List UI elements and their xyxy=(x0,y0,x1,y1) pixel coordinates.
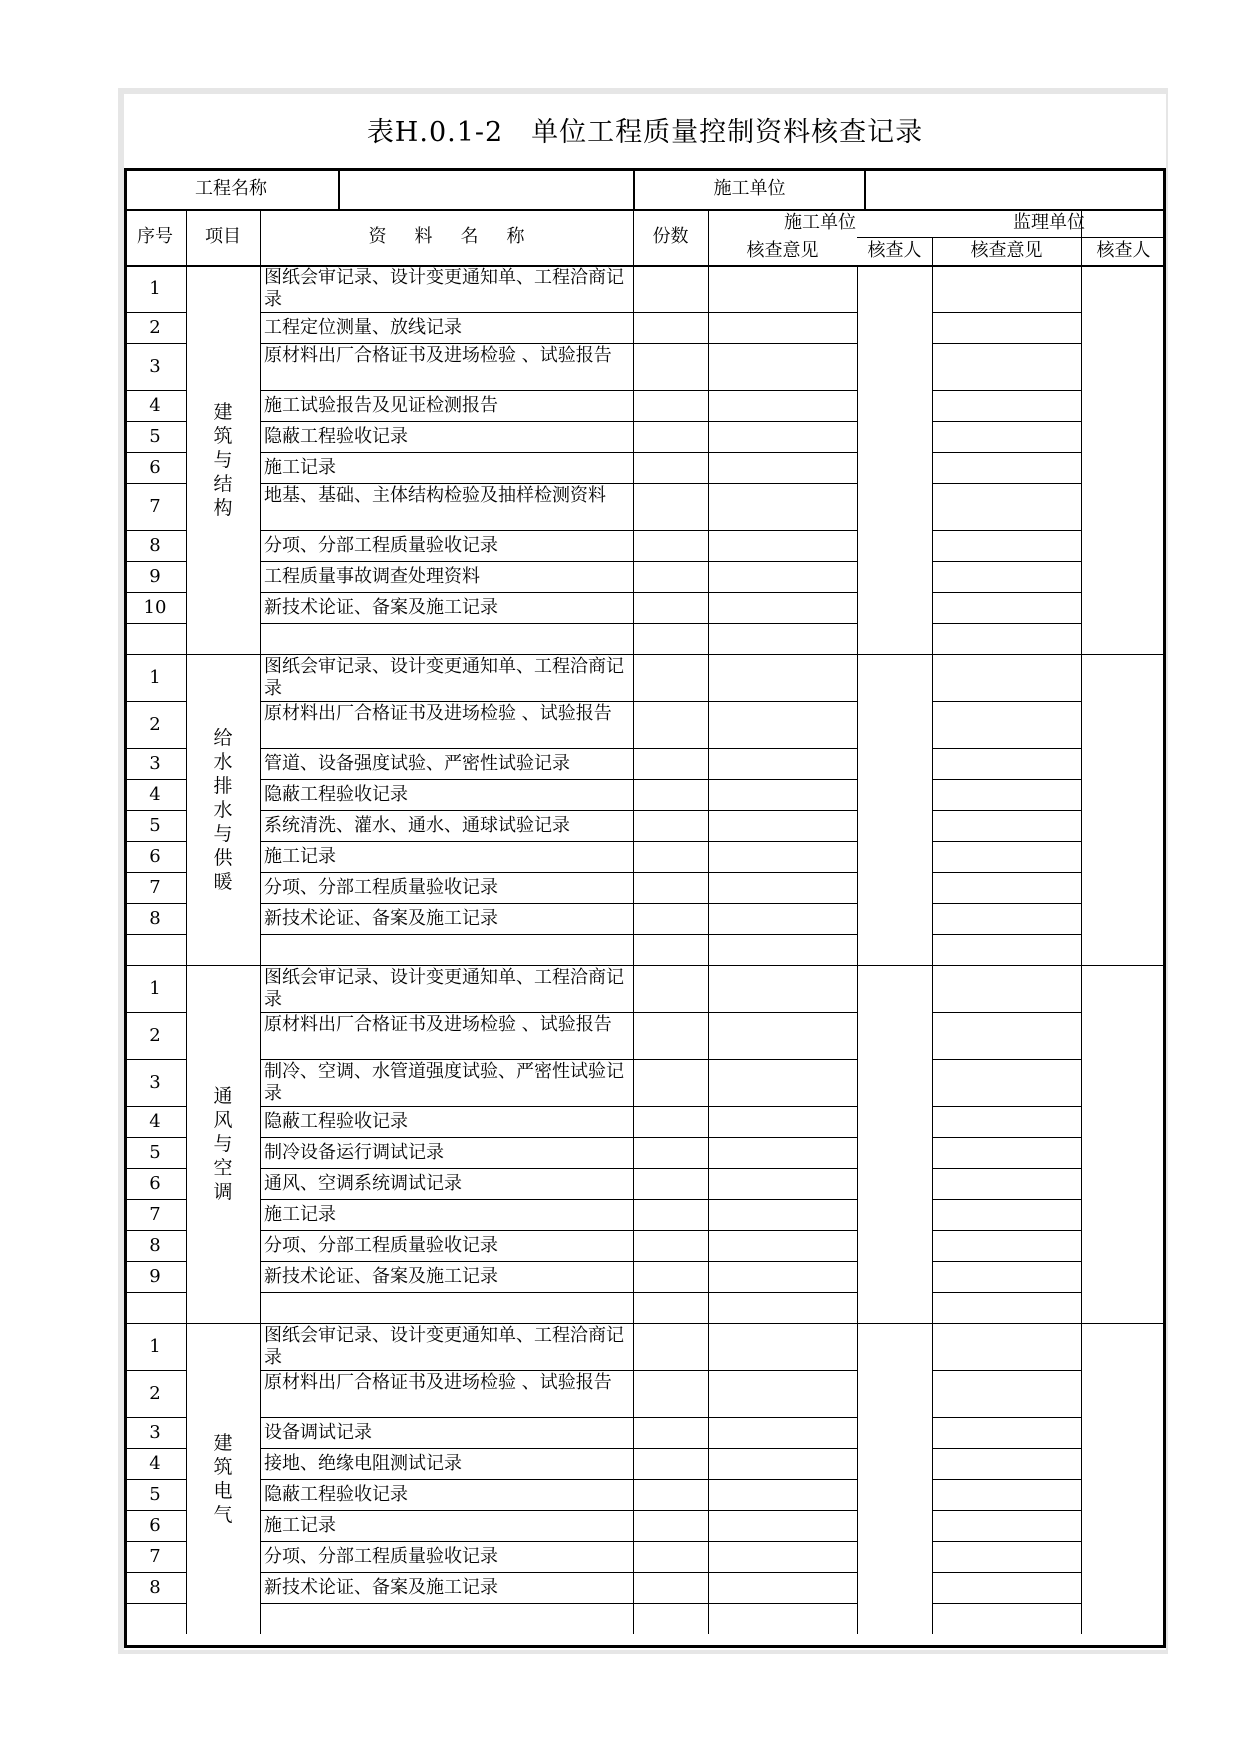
copies-field[interactable] xyxy=(633,1012,708,1059)
document-name: 制冷、空调、水管道强度试验、严密性试验记录 xyxy=(264,1061,624,1104)
document-name: 原材料出厂合格证书及进场检验 、试验报告 xyxy=(264,1372,612,1393)
copies-field[interactable] xyxy=(633,872,708,903)
column-supervision-unit: 监理单位 xyxy=(1013,212,1085,233)
document-name: 分项、分部工程质量验收记录 xyxy=(264,1546,498,1567)
construction-checker-field[interactable] xyxy=(857,965,932,1323)
row-number: 5 xyxy=(149,814,161,836)
copies-field[interactable] xyxy=(633,390,708,421)
construction-opinion-field[interactable] xyxy=(708,390,857,421)
row-number: 2 xyxy=(149,713,161,735)
project-name-label: 工程名称 xyxy=(195,177,267,199)
construction-opinion-field[interactable] xyxy=(708,1479,857,1510)
document-name: 隐蔽工程验收记录 xyxy=(264,426,408,447)
document-name: 隐蔽工程验收记录 xyxy=(264,784,408,805)
construction-checker-field[interactable] xyxy=(857,654,932,965)
construction-opinion-field[interactable] xyxy=(708,1323,857,1370)
supervision-opinion-field[interactable] xyxy=(932,1479,1081,1510)
document-name xyxy=(260,1603,633,1634)
document-name: 新技术论证、备案及施工记录 xyxy=(264,908,498,929)
construction-opinion-field[interactable] xyxy=(708,265,857,312)
row-number: 3 xyxy=(149,1071,161,1093)
construction-opinion-field[interactable] xyxy=(708,1292,857,1323)
document-name: 分项、分部工程质量验收记录 xyxy=(264,877,498,898)
supervision-opinion-field[interactable] xyxy=(932,1137,1081,1168)
row-number: 1 xyxy=(149,1335,161,1357)
supervision-checker-field[interactable] xyxy=(1081,265,1166,654)
section-item-name: 建 筑 电 气 xyxy=(213,1431,233,1526)
copies-field[interactable] xyxy=(633,654,708,701)
construction-opinion-field[interactable] xyxy=(708,1106,857,1137)
document-name: 管道、设备强度试验、严密性试验记录 xyxy=(264,753,570,774)
column-line xyxy=(932,265,933,654)
inspection-form xyxy=(124,94,1166,1650)
document-name: 图纸会审记录、设计变更通知单、工程洽商记录 xyxy=(264,267,624,310)
copies-field[interactable] xyxy=(633,483,708,530)
supervision-opinion-field[interactable] xyxy=(932,452,1081,483)
construction-opinion-field[interactable] xyxy=(708,903,857,934)
row-number: 6 xyxy=(149,845,161,867)
construction-opinion-field[interactable] xyxy=(708,748,857,779)
column-line xyxy=(260,965,261,1323)
document-name: 地基、基础、主体结构检验及抽样检测资料 xyxy=(264,485,606,506)
row-number: 6 xyxy=(149,1514,161,1536)
document-name: 分项、分部工程质量验收记录 xyxy=(264,535,498,556)
row-number: 5 xyxy=(149,425,161,447)
copies-field[interactable] xyxy=(633,1541,708,1572)
column-document-name: 资料名称 xyxy=(368,226,553,247)
construction-opinion-field[interactable] xyxy=(708,1012,857,1059)
copies-field[interactable] xyxy=(633,1417,708,1448)
construction-opinion-field[interactable] xyxy=(708,1261,857,1292)
supervision-opinion-field[interactable] xyxy=(932,1603,1081,1634)
row-number: 9 xyxy=(149,565,161,587)
row-number: 8 xyxy=(149,907,161,929)
row-number: 7 xyxy=(149,1203,161,1225)
row-number: 7 xyxy=(149,1545,161,1567)
construction-opinion-field[interactable] xyxy=(708,810,857,841)
column-line xyxy=(708,1323,709,1634)
construction-opinion-field[interactable] xyxy=(708,1199,857,1230)
construction-opinion-field[interactable] xyxy=(708,1448,857,1479)
supervision-opinion-field[interactable] xyxy=(932,421,1081,452)
supervision-opinion-field[interactable] xyxy=(932,390,1081,421)
construction-opinion-field[interactable] xyxy=(708,1137,857,1168)
supervision-opinion-field[interactable] xyxy=(932,701,1081,748)
supervision-opinion-field[interactable] xyxy=(932,483,1081,530)
supervision-opinion-field[interactable] xyxy=(932,1106,1081,1137)
document-name: 系统清洗、灌水、通水、通球试验记录 xyxy=(264,815,570,836)
construction-opinion-field[interactable] xyxy=(708,934,857,965)
row-number: 1 xyxy=(149,277,161,299)
row-number: 4 xyxy=(149,1452,161,1474)
document-name xyxy=(260,1292,633,1323)
row-number: 10 xyxy=(143,596,167,618)
copies-field[interactable] xyxy=(633,1059,708,1106)
copies-field[interactable] xyxy=(633,841,708,872)
copies-field[interactable] xyxy=(633,1137,708,1168)
construction-opinion-field[interactable] xyxy=(708,1370,857,1417)
column-line xyxy=(260,265,261,654)
row-number: 4 xyxy=(149,394,161,416)
supervision-opinion-field[interactable] xyxy=(932,1261,1081,1292)
supervision-opinion-field[interactable] xyxy=(932,312,1081,343)
row-number: 4 xyxy=(149,1110,161,1132)
document-name: 接地、绝缘电阻测试记录 xyxy=(264,1453,462,1474)
column-construction-unit: 施工单位 xyxy=(784,212,856,233)
document-name xyxy=(260,934,633,965)
document-name: 隐蔽工程验收记录 xyxy=(264,1484,408,1505)
construction-checker-field[interactable] xyxy=(857,1323,932,1634)
copies-field[interactable] xyxy=(633,779,708,810)
supervision-opinion-field[interactable] xyxy=(932,623,1081,654)
row-number: 1 xyxy=(149,977,161,999)
column-item: 项目 xyxy=(205,226,241,247)
row-number: 7 xyxy=(149,495,161,517)
copies-field[interactable] xyxy=(633,748,708,779)
copies-field[interactable] xyxy=(633,1572,708,1603)
copies-field[interactable] xyxy=(633,530,708,561)
construction-opinion-field[interactable] xyxy=(708,654,857,701)
row-number: 7 xyxy=(149,876,161,898)
column-line xyxy=(932,654,933,965)
supervision-opinion-field[interactable] xyxy=(932,1417,1081,1448)
copies-field[interactable] xyxy=(633,1323,708,1370)
column-construction-checker: 核查人 xyxy=(867,240,922,261)
column-supervision-opinion: 核查意见 xyxy=(970,240,1043,261)
supervision-opinion-field[interactable] xyxy=(932,872,1081,903)
copies-field[interactable] xyxy=(633,903,708,934)
copies-field[interactable] xyxy=(633,810,708,841)
copies-field[interactable] xyxy=(633,1106,708,1137)
construction-opinion-field[interactable] xyxy=(708,872,857,903)
copies-field[interactable] xyxy=(633,1261,708,1292)
supervision-opinion-field[interactable] xyxy=(932,265,1081,312)
supervision-opinion-field[interactable] xyxy=(932,1448,1081,1479)
construction-opinion-field[interactable] xyxy=(708,592,857,623)
document-name: 通风、空调系统调试记录 xyxy=(264,1173,462,1194)
row-number: 2 xyxy=(149,1024,161,1046)
supervision-opinion-field[interactable] xyxy=(932,654,1081,701)
row-number: 8 xyxy=(149,1576,161,1598)
document-name: 施工记录 xyxy=(264,1515,336,1536)
supervision-opinion-field[interactable] xyxy=(932,810,1081,841)
construction-opinion-field[interactable] xyxy=(708,312,857,343)
construction-opinion-field[interactable] xyxy=(708,452,857,483)
construction-opinion-field[interactable] xyxy=(708,841,857,872)
supervision-opinion-field[interactable] xyxy=(932,903,1081,934)
document-name: 施工记录 xyxy=(264,1204,336,1225)
column-supervision-checker: 核查人 xyxy=(1096,240,1151,261)
column-line xyxy=(633,965,634,1323)
document-name: 制冷设备运行调试记录 xyxy=(264,1142,444,1163)
construction-opinion-field[interactable] xyxy=(708,1510,857,1541)
construction-opinion-field[interactable] xyxy=(708,779,857,810)
row-number: 3 xyxy=(149,1421,161,1443)
column-line xyxy=(633,654,634,965)
copies-field[interactable] xyxy=(633,1199,708,1230)
copies-field[interactable] xyxy=(633,1448,708,1479)
document-name: 隐蔽工程验收记录 xyxy=(264,1111,408,1132)
construction-opinion-field[interactable] xyxy=(708,343,857,390)
construction-opinion-field[interactable] xyxy=(708,1059,857,1106)
copies-field[interactable] xyxy=(633,965,708,1012)
construction-opinion-field[interactable] xyxy=(708,1168,857,1199)
copies-field[interactable] xyxy=(633,701,708,748)
supervision-opinion-field[interactable] xyxy=(932,965,1081,1012)
document-name: 施工试验报告及见证检测报告 xyxy=(264,395,498,416)
row-number: 1 xyxy=(149,666,161,688)
document-name: 原材料出厂合格证书及进场检验 、试验报告 xyxy=(264,1014,612,1035)
copies-field[interactable] xyxy=(633,1479,708,1510)
column-line xyxy=(708,654,709,965)
construction-opinion-field[interactable] xyxy=(708,1572,857,1603)
copies-field[interactable] xyxy=(633,1603,708,1634)
row-number: 5 xyxy=(149,1483,161,1505)
document-name: 新技术论证、备案及施工记录 xyxy=(264,1577,498,1598)
supervision-opinion-field[interactable] xyxy=(932,779,1081,810)
copies-field[interactable] xyxy=(633,934,708,965)
document-name: 设备调试记录 xyxy=(264,1422,372,1443)
document-name: 施工记录 xyxy=(264,457,336,478)
copies-field[interactable] xyxy=(633,561,708,592)
document-name: 原材料出厂合格证书及进场检验 、试验报告 xyxy=(264,703,612,724)
construction-opinion-field[interactable] xyxy=(708,530,857,561)
supervision-opinion-field[interactable] xyxy=(932,1572,1081,1603)
row-number: 9 xyxy=(149,1265,161,1287)
supervision-opinion-field[interactable] xyxy=(932,1059,1081,1106)
document-name: 图纸会审记录、设计变更通知单、工程洽商记录 xyxy=(264,1325,624,1368)
construction-checker-field[interactable] xyxy=(857,265,932,654)
copies-field[interactable] xyxy=(633,312,708,343)
column-line xyxy=(260,654,261,965)
copies-field[interactable] xyxy=(633,421,708,452)
document-name: 图纸会审记录、设计变更通知单、工程洽商记录 xyxy=(264,656,624,699)
construction-opinion-field[interactable] xyxy=(708,1417,857,1448)
supervision-opinion-field[interactable] xyxy=(932,1541,1081,1572)
form-title: 表H.0.1-2 单位工程质量控制资料核查记录 xyxy=(366,117,924,148)
supervision-opinion-field[interactable] xyxy=(932,748,1081,779)
section-item-name: 通 风 与 空 调 xyxy=(213,1085,233,1203)
construction-opinion-field[interactable] xyxy=(708,1541,857,1572)
supervision-opinion-field[interactable] xyxy=(932,1323,1081,1370)
copies-field[interactable] xyxy=(633,1230,708,1261)
copies-field[interactable] xyxy=(633,1370,708,1417)
document-name: 图纸会审记录、设计变更通知单、工程洽商记录 xyxy=(264,967,624,1010)
supervision-opinion-field[interactable] xyxy=(932,1230,1081,1261)
document-name: 新技术论证、备案及施工记录 xyxy=(264,1266,498,1287)
document-name: 施工记录 xyxy=(264,846,336,867)
row-number: 6 xyxy=(149,456,161,478)
supervision-opinion-field[interactable] xyxy=(932,1012,1081,1059)
supervision-checker-field[interactable] xyxy=(1081,1323,1166,1634)
supervision-opinion-field[interactable] xyxy=(932,1510,1081,1541)
supervision-checker-field[interactable] xyxy=(1081,965,1166,1323)
document-name: 分项、分部工程质量验收记录 xyxy=(264,1235,498,1256)
project-name-field[interactable] xyxy=(340,168,633,209)
construction-opinion-field[interactable] xyxy=(708,965,857,1012)
construction-opinion-field[interactable] xyxy=(708,1230,857,1261)
column-no: 序号 xyxy=(137,226,173,247)
construction-unit-label: 施工单位 xyxy=(713,177,786,199)
copies-field[interactable] xyxy=(633,1168,708,1199)
column-line xyxy=(708,265,709,654)
inspection-table xyxy=(124,168,1166,1650)
supervision-opinion-field[interactable] xyxy=(932,343,1081,390)
row-number: 8 xyxy=(149,1234,161,1256)
row-number xyxy=(124,623,186,654)
row-number: 2 xyxy=(149,1382,161,1404)
document-name xyxy=(260,623,633,654)
document-name: 新技术论证、备案及施工记录 xyxy=(264,597,498,618)
row-number: 5 xyxy=(149,1141,161,1163)
supervision-opinion-field[interactable] xyxy=(932,1168,1081,1199)
row-number: 2 xyxy=(149,316,161,338)
row-number: 6 xyxy=(149,1172,161,1194)
supervision-opinion-field[interactable] xyxy=(932,1292,1081,1323)
supervision-opinion-field[interactable] xyxy=(932,841,1081,872)
row-number xyxy=(124,1292,186,1323)
supervision-opinion-field[interactable] xyxy=(932,561,1081,592)
supervision-opinion-field[interactable] xyxy=(932,1370,1081,1417)
copies-field[interactable] xyxy=(633,623,708,654)
column-line xyxy=(633,265,634,654)
column-line xyxy=(932,965,933,1323)
document-name: 工程质量事故调查处理资料 xyxy=(264,566,480,587)
column-construction-opinion: 核查意见 xyxy=(746,240,819,261)
construction-opinion-field[interactable] xyxy=(708,623,857,654)
copies-field[interactable] xyxy=(633,265,708,312)
construction-opinion-field[interactable] xyxy=(708,483,857,530)
column-line xyxy=(708,965,709,1323)
supervision-opinion-field[interactable] xyxy=(932,934,1081,965)
copies-field[interactable] xyxy=(633,592,708,623)
column-line xyxy=(260,1323,261,1634)
construction-opinion-field[interactable] xyxy=(708,421,857,452)
supervision-checker-field[interactable] xyxy=(1081,654,1166,965)
row-number: 4 xyxy=(149,783,161,805)
construction-opinion-field[interactable] xyxy=(708,1603,857,1634)
row-number xyxy=(124,934,186,965)
document-name: 原材料出厂合格证书及进场检验 、试验报告 xyxy=(264,345,612,366)
row-number: 3 xyxy=(149,752,161,774)
column-line xyxy=(932,1323,933,1634)
column-copies: 份数 xyxy=(652,226,689,247)
copies-field[interactable] xyxy=(633,343,708,390)
document-name: 工程定位测量、放线记录 xyxy=(264,317,462,338)
row-number: 3 xyxy=(149,355,161,377)
row-number: 8 xyxy=(149,534,161,556)
copies-field[interactable] xyxy=(633,1510,708,1541)
supervision-opinion-field[interactable] xyxy=(932,592,1081,623)
construction-opinion-field[interactable] xyxy=(708,701,857,748)
column-line xyxy=(633,1323,634,1634)
copies-field[interactable] xyxy=(633,1292,708,1323)
construction-opinion-field[interactable] xyxy=(708,561,857,592)
section-item-name: 建 筑 与 结 构 xyxy=(213,400,233,519)
supervision-opinion-field[interactable] xyxy=(932,530,1081,561)
row-number xyxy=(124,1603,186,1634)
copies-field[interactable] xyxy=(633,452,708,483)
construction-unit-field[interactable] xyxy=(866,168,1166,209)
supervision-opinion-field[interactable] xyxy=(932,1199,1081,1230)
section-item-name: 给 水 排 水 与 供 暖 xyxy=(213,726,233,893)
